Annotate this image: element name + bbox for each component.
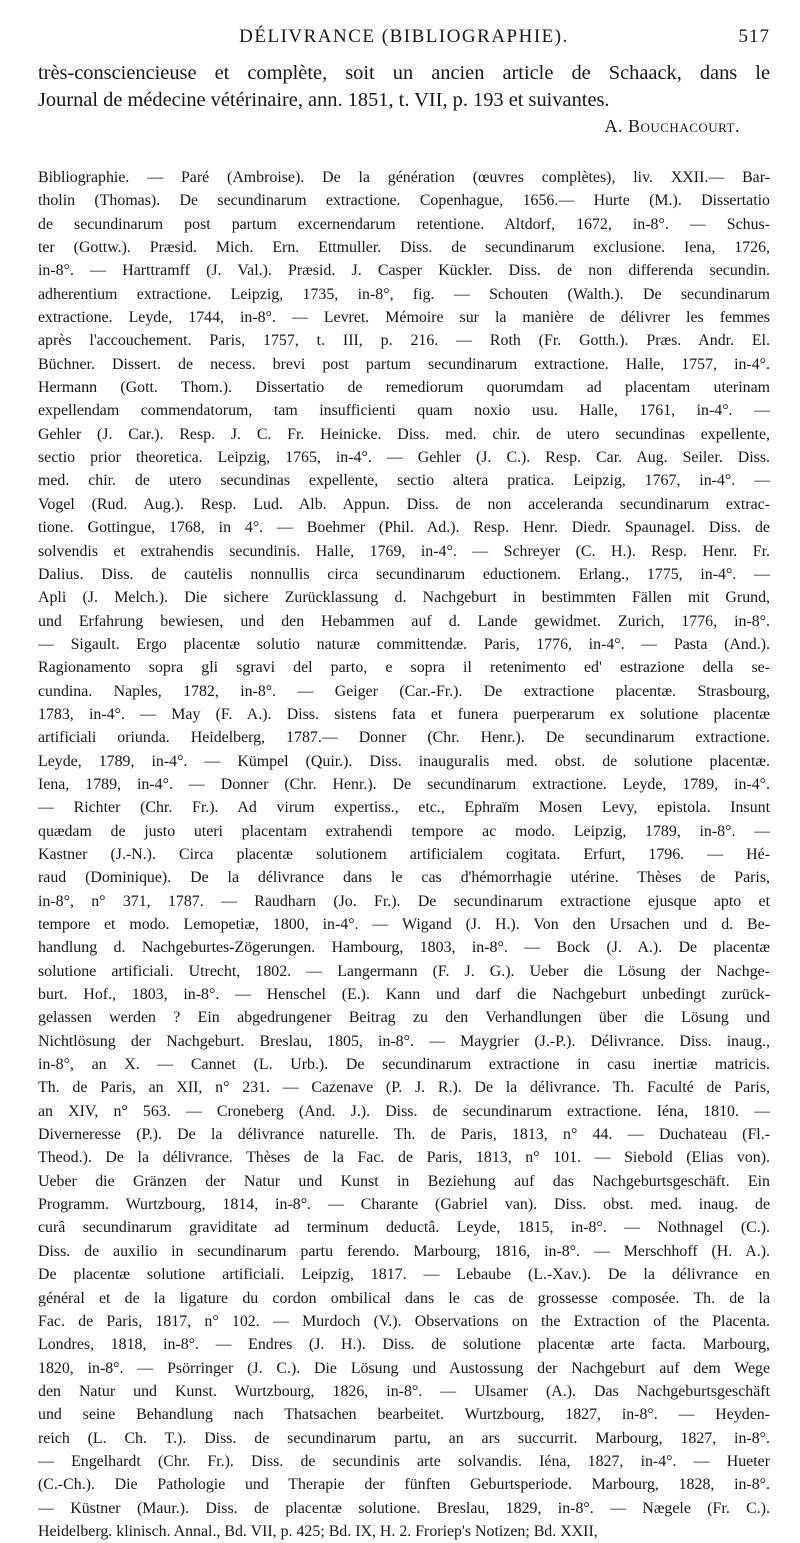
bibliography-line: Fac. de Paris, 1817, n° 102. — Murdoch (V.). Observations on the Extraction of the Placenta. bbox=[38, 1312, 770, 1330]
bibliography-line: 1820, in-8°. — Psörringer (J. C.). Die Lösung und Austossung der Nachgeburt auf dem Wege bbox=[38, 1359, 770, 1377]
bibliography-line: Büchner. Dissert. de necess. brevi post partum secundinarum extractione. Halle, 1757, in-4°. bbox=[38, 355, 770, 373]
bibliography-line: und Erfahrung bewiesen, und den Hebammen auf d. Lande gewidmet. Zurich, 1776, in-8°. bbox=[38, 612, 770, 630]
bibliography-line: Iena, 1789, in-4°. — Donner (Chr. Henr.). De secundinarum extractione. Leyde, 1789, in-4°. bbox=[38, 775, 770, 793]
bibliography-line: raud (Dominique). De la délivrance dans le cas d'hémorrhagie utérine. Thèses de Paris, bbox=[38, 869, 770, 887]
bibliography-line: ter (Gottw.). Præsid. Mich. Ern. Ettmuller. Diss. de secundinarum exclusione. Iena, 1726, bbox=[38, 239, 770, 257]
bibliography-line: und seine Behandlung nach Thatsachen bearbeitet. Wurtzbourg, 1827, in-8°. — Heyden- bbox=[38, 1406, 770, 1424]
bibliography-line: Heidelberg. klinisch. Annal., Bd. VII, p. 425; Bd. IX, H. 2. Froriep's Notizen; Bd. XXII, bbox=[38, 1522, 598, 1540]
bibliography-line: extractione. Leyde, 1744, in-8°. — Levret. Mémoire sur la manière de délivrer les femmes bbox=[38, 309, 770, 327]
bibliography-line: Theod.). De la délivrance. Thèses de la Fac. de Paris, 1813, n° 101. — Siebold (Elias von). bbox=[38, 1149, 770, 1167]
bibliography-line: Kastner (J.-N.). Circa placentæ solutionem artificialem cogitata. Erfurt, 1796. — Hé- bbox=[38, 845, 770, 863]
bibliography-line: Diverneresse (P.). De la délivrance naturelle. Th. de Paris, 1813, n° 44. — Duchateau (Fl.- bbox=[38, 1126, 770, 1144]
bibliography-line: den Natur und Kunst. Wurtzbourg, 1826, in-8°. — Ulsamer (A.). Das Nachgeburtsgeschäft bbox=[38, 1382, 770, 1400]
page-number: 517 bbox=[738, 26, 770, 47]
bibliography-line: 1783, in-4°. — May (F. A.). Diss. sistens fata et funera puerperarum ex solutione placentæ bbox=[38, 705, 770, 723]
bibliography-line: Diss. de auxilio in secundinarum partu ferendo. Marbourg, 1816, in-8°. — Merschhoff (H. A.). bbox=[38, 1242, 770, 1260]
bibliography-line: tempore et modo. Lemopetiæ, 1800, in-4°. — Wigand (J. H.). Von den Ursachen und d. Be- bbox=[38, 916, 770, 933]
bibliography-line: curâ secundinarum graviditate ad terminum deductâ. Leyde, 1815, in-8°. — Nothnagel (C.). bbox=[38, 1219, 770, 1237]
bibliography-line: De placentæ solutione artificiali. Leipzig, 1817. — Lebaube (L.-Xav.). De la délivrance en bbox=[38, 1266, 770, 1284]
carryover-line: très-consciencieuse et complète, soit un ancien article de Schaack, dans le bbox=[38, 62, 770, 84]
bibliography-line: in-8°. — Harttramff (J. Val.). Præsid. J. Casper Kückler. Diss. de non differenda secundin. bbox=[38, 262, 770, 280]
bibliography-line: expellendam commendatorum, tam insufficienti quam noxio usu. Halle, 1761, in-4°. — bbox=[38, 402, 770, 420]
bibliography-line: artificiali oriunda. Heidelberg, 1787.— Donner (Chr. Henr.). De secundinarum extractione. bbox=[38, 729, 770, 747]
bibliography-line: an XIV, n° 563. — Croneberg (And. J.). Diss. de secundinarum extractione. Iéna, 1810. — bbox=[38, 1102, 770, 1120]
bibliography-line: Th. de Paris, an XII, n° 231. — Cazenave (P. J. R.). De la délivrance. Th. Faculté de Paris, bbox=[38, 1079, 770, 1097]
bibliography-line: cundina. Naples, 1782, in-8°. — Geiger (Car.-Fr.). De extractione placentæ. Strasbourg, bbox=[38, 682, 770, 700]
bibliography-line: tholin (Thomas). De secundinarum extractione. Copenhague, 1656.— Hurte (M.). Dissertatio bbox=[38, 192, 770, 210]
bibliography-line: Ragionamento sopra gli sgravi del parto, e sopra il retenimento ed' estrazione della se- bbox=[38, 659, 770, 677]
bibliography-line: in-8°, n° 371, 1787. — Raudharn (Jo. Fr.). De secundinarum extractione ejusque apto et bbox=[38, 892, 770, 910]
bibliography-line: de secundinarum post partum excernendarum retentione. Altdorf, 1672, in-8°. — Schus- bbox=[38, 215, 770, 233]
carryover-paragraph bbox=[38, 60, 770, 114]
bibliography-line: Leyde, 1789, in-4°. — Kümpel (Quir.). Diss. inauguralis med. obst. de solutione placentæ. bbox=[38, 752, 770, 770]
bibliography-line: quædam de justo uteri placentam extrahendi tempore ac modo. Leipzig, 1789, in-8°. — bbox=[38, 822, 770, 840]
bibliography-line: adherentium extractione. Leipzig, 1735, in-8°, fig. — Schouten (Walth.). De secundinarum bbox=[38, 285, 770, 303]
bibliography-line: Bibliographie. — Paré (Ambroise). De la génération (œuvres complètes), liv. XXII.— Bar- bbox=[38, 169, 770, 186]
bibliography-line: burt. Hof., 1803, in-8°. — Henschel (E.). Kann und darf die Nachgeburt unbedingt zurück- bbox=[38, 986, 770, 1004]
bibliography-line: Nichtlösung der Nachgeburt. Breslau, 1805, in-8°. — Maygrier (J.-P.). Délivrance. Diss. inaug., bbox=[38, 1032, 770, 1050]
bibliography-section bbox=[38, 166, 770, 1543]
bibliography-line: tione. Gottingue, 1768, in 4°. — Boehmer (Phil. Ad.). Resp. Henr. Diedr. Spaunagel. Diss. de bbox=[38, 519, 770, 537]
bibliography-line: in-8°, an X. — Cannet (L. Urb.). De secundinarum extractione in casu inertiæ matricis. bbox=[38, 1056, 770, 1074]
bibliography-line: Ueber die Gränzen der Natur und Kunst in Beziehung auf das Nachgeburtsgeschäft. Ein bbox=[38, 1172, 770, 1190]
bibliography-line: — Küstner (Maur.). Diss. de placentæ solutione. Breslau, 1829, in-8°. — Nægele (Fr. C.). bbox=[38, 1499, 770, 1517]
bibliography-line: — Engelhardt (Chr. Fr.). Diss. de secundinis arte solvandis. Iéna, 1827, in-4°. — Hueter bbox=[38, 1452, 770, 1470]
bibliography-line: Hermann (Gott. Thom.). Dissertatio de remediorum quorumdam ad placentam uterinam bbox=[38, 379, 770, 397]
bibliography-line: med. chir. de utero secundinas expellente, sectio altera pratica. Leipzig, 1767, in-4°. — bbox=[38, 472, 770, 490]
bibliography-line: solvendis et extrahendis secundinis. Halle, 1769, in-4°. — Schreyer (C. H.). Resp. Henr. Fr. bbox=[38, 542, 770, 560]
running-head bbox=[38, 26, 770, 60]
carryover-line: Journal de médecine vétérinaire, ann. 1851, t. VII, p. 193 et suivantes. bbox=[38, 89, 610, 111]
bibliography-line: sectio prior theoretica. Leipzig, 1765, in-4°. — Gehler (J. C.). Resp. Car. Aug. Seiler. Diss. bbox=[38, 449, 770, 467]
author-signature: A. Bouchacourt. bbox=[604, 116, 740, 136]
bibliography-line: (C.-Ch.). Die Pathologie und Therapie der fünften Geburtsperiode. Marbourg, 1828, in-8°. bbox=[38, 1476, 770, 1494]
bibliography-line: Vogel (Rud. Aug.). Resp. Lud. Alb. Appun. Diss. de non acceleranda secundinarum extrac- bbox=[38, 495, 770, 513]
bibliography-line: reich (L. Ch. T.). Diss. de secundinarum partu, an ars succurrit. Marbourg, 1827, in-8°. bbox=[38, 1429, 770, 1447]
bibliography-line: — Richter (Chr. Fr.). Ad virum expertiss., etc., Ephraïm Mosen Levy, epistola. Insunt bbox=[38, 799, 770, 817]
bibliography-line: gelassen werden ? Ein abgedrungener Beitrag zu den Verhandlungen über die Lösung und bbox=[38, 1009, 770, 1027]
bibliography-line: après l'accouchement. Paris, 1757, t. III, p. 216. — Roth (Fr. Gotth.). Præs. Andr. El. bbox=[38, 332, 770, 350]
bibliography-line: handlung d. Nachgeburtes-Zögerungen. Hambourg, 1803, in-8°. — Bock (J. A.). De placentæ bbox=[38, 939, 770, 957]
bibliography-line: Londres, 1818, in-8°. — Endres (J. H.). Diss. de solutione placentæ arte facta. Marbourg, bbox=[38, 1336, 770, 1354]
bibliography-line: solutione artificiali. Utrecht, 1802. — Langermann (F. J. G.). Ueber die Lösung der Nachge- bbox=[38, 962, 770, 980]
bibliography-line: — Sigault. Ergo placentæ solutio naturæ committendæ. Paris, 1776, in-4°. — Pasta (And.). bbox=[38, 635, 770, 653]
bibliography-line: général et de la ligature du cordon ombilical dans le cas de grossesse composée. Th. de la bbox=[38, 1289, 770, 1307]
bibliography-line: Dalius. Diss. de cautelis nonnullis circa secundinarum eductionem. Erlang., 1775, in-4°. — bbox=[38, 565, 770, 583]
bibliography-line: Apli (J. Melch.). Die sichere Zurücklassung d. Nachgeburt in bestimmten Fällen mit Grund, bbox=[38, 589, 770, 607]
bibliography-line: Programm. Wurtzbourg, 1814, in-8°. — Charante (Gabriel van). Diss. obst. med. inaug. de bbox=[38, 1196, 770, 1214]
chapter-title: DÉLIVRANCE (BIBLIOGRAPHIE). bbox=[239, 26, 569, 47]
bibliography-line: Gehler (J. Car.). Resp. J. C. Fr. Heinicke. Diss. med. chir. de utero secundinas expellente, bbox=[38, 425, 770, 443]
